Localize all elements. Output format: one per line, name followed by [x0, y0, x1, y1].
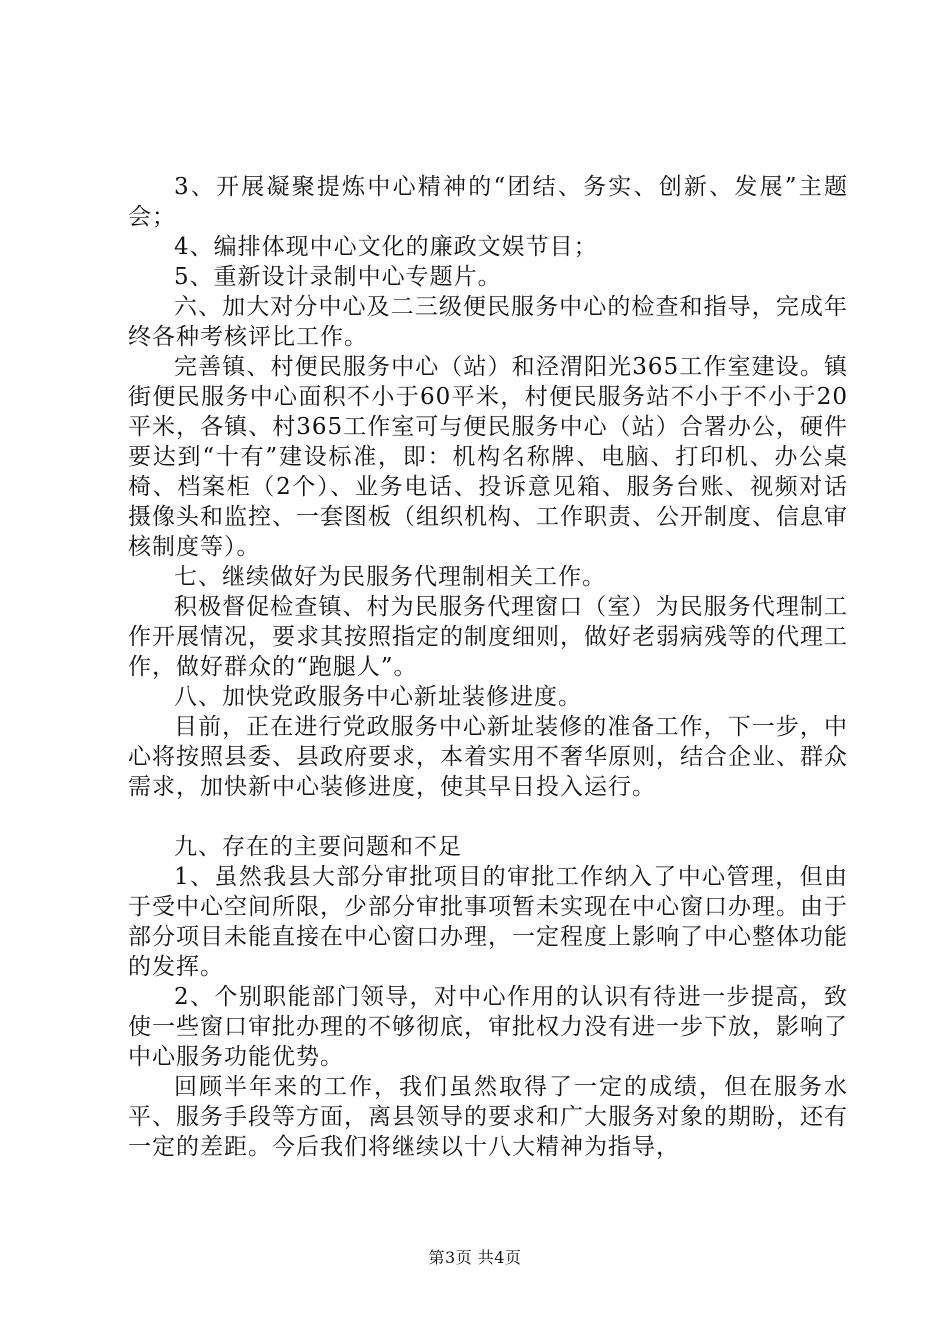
paragraph-review: 回顾半年来的工作，我们虽然取得了一定的成绩，但在服务水平、服务手段等方面，离县领导的要求和广大服务对象的期盼，还有一定的差距。今后我们将继续以十八大精神为指导， — [128, 1074, 848, 1160]
paragraph-renovation: 目前，正在进行党政服务中心新址装修的准备工作，下一步，中心将按照县委、县政府要求，本着实用不奢华原则，结合企业、群众需求，加快新中心装修进度，使其早日投入运行。 — [128, 714, 848, 800]
section-heading-7: 七、继续做好为民服务代理制相关工作。 — [174, 564, 606, 590]
section-heading-6: 六、加大对分中心及二三级便民服务中心的检查和指导，完成年终各种考核评比工作。 — [128, 294, 848, 350]
paragraph-spacer — [128, 802, 848, 832]
section-heading-8: 八、加快党政服务中心新址装修进度。 — [174, 684, 582, 710]
problem-item-2: 2、个别职能部门领导，对中心作用的认识有待进一步提高，致使一些窗口审批办理的不够彻底，审批权力没有进一步下放，影响了中心服务功能优势。 — [128, 984, 848, 1070]
paragraph-standards: 完善镇、村便民服务中心（站）和泾渭阳光365工作室建设。镇街便民服务中心面积不小于60平米，村便民服务站不小于不小于20平米，各镇、村365工作室可与便民服务中心（站）合署办公，硬件要达到“十有”建设标准，即：机构名称牌、电脑、打印机、办公桌椅、档案柜（2个）、业务电话、投诉意见箱、服务台账、视频对话摄像头和监控、一套图板（组织机构、工作职责、公开制度、信息审核制度等）。 — [128, 354, 848, 560]
problem-item-1: 1、虽然我县大部分审批项目的审批工作纳入了中心管理，但由于受中心空间所限，少部分审批事项暂未实现在中心窗口办理。由于部分项目未能直接在中心窗口办理，一定程度上影响了中心整体功能的发挥。 — [128, 864, 848, 980]
paragraph-item-3: 3、开展凝聚提炼中心精神的“团结、务实、创新、发展”主题会； — [128, 174, 848, 230]
paragraph-proxy-work: 积极督促检查镇、村为民服务代理窗口（室）为民服务代理制工作开展情况，要求其按照指定的制度细则，做好老弱病残等的代理工作，做好群众的“跑腿人”。 — [128, 594, 848, 680]
section-heading-9: 九、存在的主要问题和不足 — [174, 834, 462, 860]
page-footer: 第3页 共4页 — [428, 1248, 522, 1267]
paragraph-item-5: 5、重新设计录制中心专题片。 — [174, 264, 502, 290]
paragraph-item-4: 4、编排体现中心文化的廉政文娱节目； — [174, 234, 598, 260]
document-body — [128, 172, 848, 1162]
